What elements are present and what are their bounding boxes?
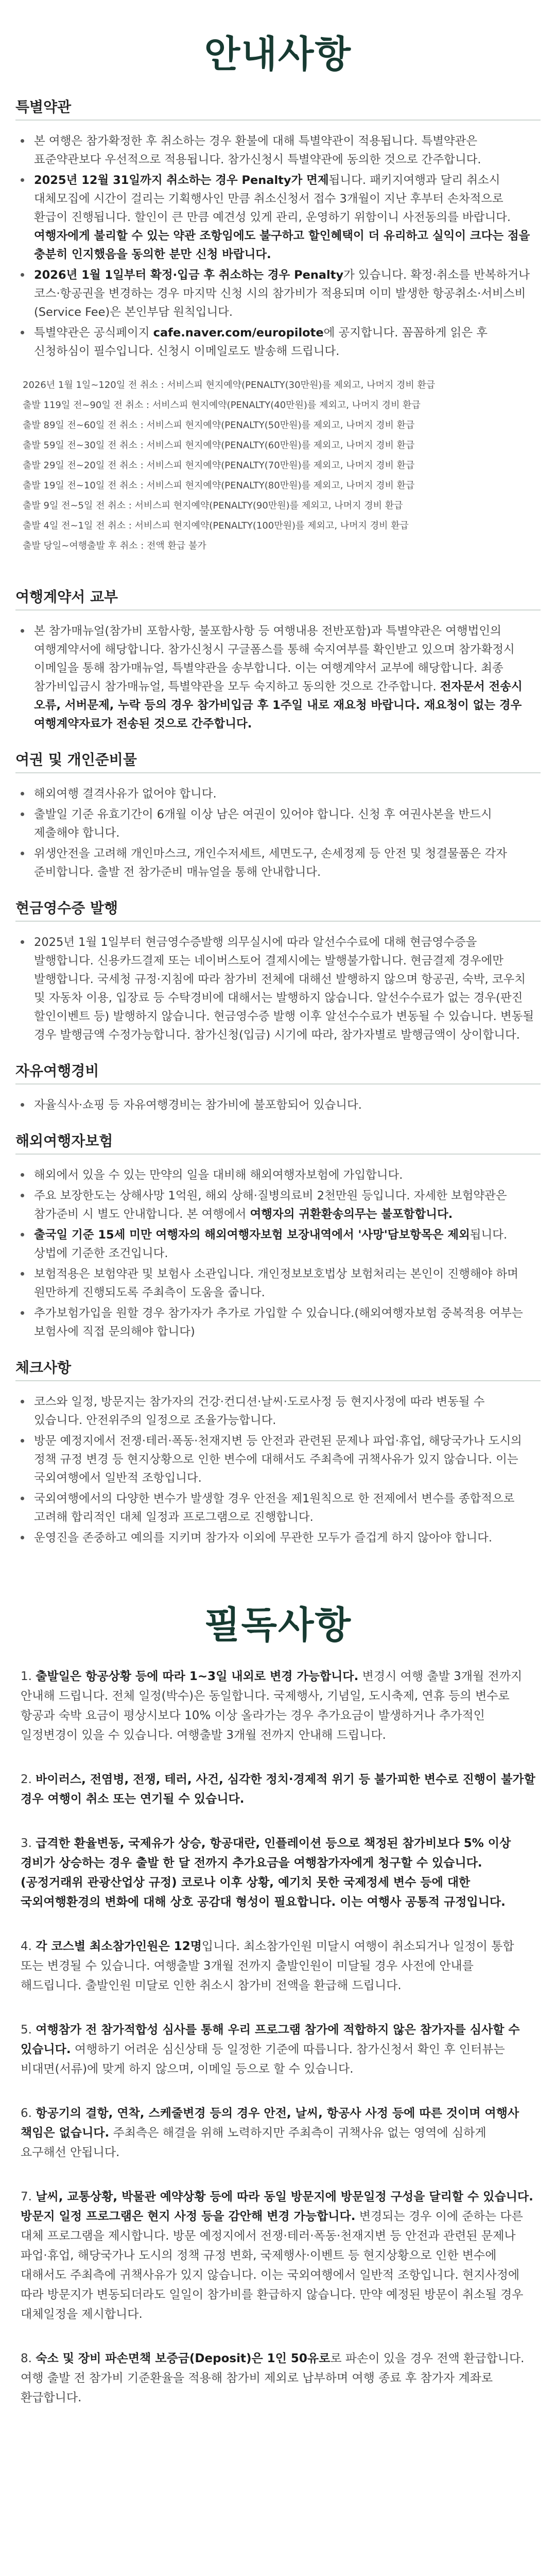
bullet-item — [34, 1432, 535, 1487]
bold-text: 여행자의 귀환환송의무는 불포함합니다. — [250, 1208, 453, 1221]
bold-text: 급격한 환율변동, 국제유가 상승, 항공대란, 인플레이션 등으로 책정된 참가비보다 5% 이상 경비가 상승하는 경우 출발 한 달 전까지 추가요금을 여행참가자에게 청구할 수 있습니다. (공정거래위 관광산업상 규정) 코로나 이후 상황, 예기치 못한 국제정세 변수 등에 대한 국외여행환경의 변화에 대해 상호 공감대 형성이 필요합니다. 이는 여행사 공통적 규정입니다. — [21, 1837, 511, 1909]
text: 보험적용은 보험약관 및 보험사 소관입니다. 개인정보보호법상 보험처리는 본인이 진행해야 하며 원만하게 진행되도록 주최측이 도움을 줍니다. — [34, 1267, 518, 1299]
notice-item — [21, 1937, 535, 1995]
text: 2. — [21, 1773, 36, 1786]
section-divider — [15, 120, 541, 121]
bold-text: 전자문서 전송시 오류, 서버문제, 누락 등의 경우 참가비입금 후 1주일 내로 재요청 바랍니다. 재요청이 없는 경우 여행계약자료가 전송된 것으로 간주합니다. — [34, 680, 523, 731]
section-passport — [0, 745, 556, 882]
bold-text: 숙소 및 장비 파손면책 보증금(Deposit)은 1인 50유로 — [36, 2352, 331, 2365]
section-divider — [15, 921, 541, 922]
text: 로 파손이 있을 경우 전액 환급합니다. 여행 출발 전 참가비 기준환율을 적용해 참가비 제외로 납부하며 여행 종료 후 참가자 계좌로 환급합니다. — [21, 2352, 525, 2404]
bullet-list — [0, 785, 556, 882]
section-receipt — [0, 894, 556, 1044]
bullet-list — [0, 622, 556, 733]
bold-text: 각 코스별 최소참가인원은 12명 — [36, 1940, 202, 1953]
bullet-item — [34, 1166, 535, 1184]
text: 주요 보장한도는 상해사망 1억원, 해외 상해·질병의료비 2천만원 등입니다. 자세한 보험약관은 참가준비 시 별도 안내합니다. 본 여행에서 — [34, 1189, 507, 1221]
text: 해외여행 결격사유가 없어야 합니다. — [34, 787, 217, 801]
section-divider — [15, 1154, 541, 1155]
section-heading: 해외여행자보험 — [15, 1132, 113, 1149]
bold-text: 2026년 1월 1일부터 확정·입금 후 취소하는 경우 Penalty — [34, 268, 344, 282]
refund-penalty-row: 출발 89일 전~60일 전 취소 : 서비스피 현지예약(PENALTY(50만원)를 제외고, 나머지 경비 환급 — [23, 420, 415, 431]
bullet-item — [34, 622, 535, 733]
notice-item — [21, 1834, 535, 1912]
text: 출발일 기준 유효기간이 6개월 이상 남은 여권이 있어야 합니다. 신청 후 여권사본을 반드시 제출해야 합니다. — [34, 808, 492, 840]
text: 운영진을 존중하고 예의를 지키며 참가자 이외에 무관한 모두가 즐겁게 하지 않아야 합니다. — [34, 1531, 493, 1545]
text: 주최측은 해결을 위해 노력하지만 주최측이 귀책사유 없는 영역에 심하게 요구해선 안됩니다. — [21, 2126, 486, 2159]
section-divider — [15, 1380, 541, 1381]
notice-item — [21, 1770, 535, 1809]
bullet-item — [34, 844, 535, 882]
text: 됩니다. 상법에 기준한 조건입니다. — [34, 1228, 508, 1260]
text: 변경되는 경우 이에 준하는 다른 대체 프로그램을 제시합니다. 방문 예정지에서 전쟁·테러·폭동·천재지변 등 안전과 관련된 문제나 파업·휴업, 해당국가나 도시의 정책 규정 변화, 국제행사·이벤트 등 현지상황으로 인한 변수에 대해서도 주최측에 귀책사유가 있지 않습니다. 이는 국외여행에서 일반적 조항입니다. 현지사정에 따라 방문지가 변동되더라도 일일이 참가비를 환급하지 않습니다. 만약 예정된 방문이 취소될 경우 대체일정을 제시합니다. — [21, 2210, 524, 2321]
bullet-list — [0, 1393, 556, 1547]
refund-penalty-row: 출발 59일 전~30일 전 취소 : 서비스피 현지예약(PENALTY(60만원)를 제외고, 나머지 경비 환급 — [23, 440, 415, 451]
notice-title: 필독사항 — [204, 1603, 352, 1647]
bold-text: 여행자에게 불리할 수 있는 약관 조항임에도 불구하고 할인혜택이 더 유리하고 실익이 크다는 점을 충분히 인지했음을 동의한 분만 신청 바랍니다. — [34, 229, 530, 261]
section-heading: 자유여행경비 — [15, 1062, 99, 1079]
bullet-item — [34, 805, 535, 842]
section-heading: 특별약관 — [15, 98, 72, 115]
section-heading: 여행계약서 교부 — [15, 588, 118, 605]
text: 위생안전을 고려해 개인마스크, 개인수저세트, 세면도구, 손세정제 등 안전 및 청결물품은 각자 준비합니다. 출발 전 참가준비 매뉴얼을 통해 안내합니다. — [34, 847, 507, 879]
bullet-item — [34, 933, 535, 1044]
bold-text: 여행참가 전 참가적합성 심사를 통해 우리 프로그램 참가에 적합하지 않은 참가자를 심사할 수 있습니다. — [21, 2023, 520, 2056]
bullet-item — [34, 266, 535, 321]
section-heading: 체크사항 — [15, 1359, 72, 1376]
text: 방문 예정지에서 전쟁·테러·폭동·천재지변 등 안전과 관련된 문제나 파업·휴업, 해당국가나 도시의 정책 규정 변경 등 현지상황으로 인한 변수에 대해서도 주최측에 귀책사유가 있지 않습니다. 이는 국외여행에서 일반적 조항입니다. — [34, 1434, 522, 1485]
guide-title: 안내사항 — [204, 32, 352, 76]
text: 5. — [21, 2023, 36, 2037]
section-special-terms — [0, 93, 556, 556]
text: 자율식사·쇼핑 등 자유여행경비는 참가비에 불포함되어 있습니다. — [34, 1098, 362, 1112]
bullet-item — [34, 1187, 535, 1224]
section-insurance — [0, 1127, 556, 1341]
section-heading: 여권 및 개인준비물 — [15, 751, 137, 768]
refund-penalty-row: 출발 29일 전~20일 전 취소 : 서비스피 현지예약(PENALTY(70만원)를 제외고, 나머지 경비 환급 — [23, 460, 415, 471]
text: 추가보험가입을 원할 경우 참가자가 추가로 가입할 수 있습니다.(해외여행자보험 중복적용 여부는 보험사에 직접 문의해야 합니다) — [34, 1307, 523, 1338]
bullet-item — [34, 1393, 535, 1430]
text: 여행하기 어려운 심신상태 등 일정한 기준에 따릅니다. 참가신청서 확인 후 인터뷰는 비대면(서류)에 맞게 하지 않으며, 이메일 등으로 할 수 있습니다. — [21, 2043, 505, 2076]
bullet-item — [34, 1489, 535, 1527]
text: 국외여행에서의 다양한 변수가 발생할 경우 안전을 제1원칙으로 한 전제에서 변수를 종합적으로 고려해 합리적인 대체 일정과 프로그램으로 진행합니다. — [34, 1492, 515, 1524]
refund-penalty-row: 출발 119일 전~90일 전 취소 : 서비스피 현지예약(PENALTY(40만원)를 제외고, 나머지 경비 환급 — [23, 400, 421, 411]
bold-text: 2025년 12월 31일까지 취소하는 경우 Penalty가 면제 — [34, 174, 329, 187]
text: 에 공지합니다. 꼼꼼하게 읽은 후 신청하심이 필수입니다. 신청시 이메일로도 발송해 드립니다. — [34, 326, 488, 358]
notice-list — [0, 1664, 556, 2408]
section-contract — [0, 583, 556, 733]
text: 3. — [21, 1837, 36, 1850]
section-divider — [15, 609, 541, 611]
notice-item — [21, 2020, 535, 2079]
text: 됩니다. 패키지여행과 달리 취소시 대체모집에 시간이 걸리는 기획행사인 만큼 취소신청서 접수 3개월이 지난 후부터 손차적으로 환급이 진행됩니다. 할인이 큰 만큼 예견성 있게 관리, 운영하기 위함이니 사전동의를 바랍니다. — [34, 174, 511, 224]
bullet-item — [34, 324, 535, 361]
text: 8. — [21, 2352, 36, 2365]
text: 2025년 1월 1일부터 현금영수증발행 의무실시에 따라 알선수수료에 대해 현금영수증을 발행합니다. 신용카드결제 또는 네이버스토어 결제시에는 발행불가합니다. 현금결제 경우에만 발행합니다. 국세청 규정·지침에 따라 참가비 전체에 대해선 발행하지 않으며 항공권, 숙박, 코우치 및 자동차 이용, 입장료 등 수탁경비에 대해서는 발행하지 않습니다. 알선수수료가 없는 경우(판진 할인이벤트 등) 발행하지 않습니다. 현금영수증 발행 이후 알선수수료가 변동될 수 있습니다. 변동될 경우 발행금액 수정가능합니다. 참가신청(입금) 시기에 따라, 참가자별로 발행금액이 상이합니다. — [34, 936, 534, 1042]
bullet-item — [34, 1226, 535, 1263]
bullet-item — [34, 171, 535, 264]
refund-penalty-row: 출발 당일~여행출발 후 취소 : 전액 환급 불가 — [23, 540, 206, 551]
bold-text: 항공기의 결항, 연착, 스케줄변경 등의 경우 안전, 날씨, 항공사 사정 등에 따른 것이며 여행사 책임은 없습니다. — [21, 2107, 519, 2140]
refund-penalty-table — [0, 363, 556, 556]
notice-item — [21, 2104, 535, 2162]
text: 변경시 여행 출발 3개월 전까지 안내해 드립니다. 전체 일정(박수)은 동일합니다. 국제행사, 기념일, 도시축제, 연휴 등의 변수로 항공과 숙박 요금이 평상시보다 10% 이상 올라가는 경우 추가요금이 발생하거나 추가적인 일정변경이 있을 수 있습니다. 여행출발 3개월 전까지 안내해 드립니다. — [21, 1670, 523, 1742]
refund-penalty-row: 출발 4일 전~1일 전 취소 : 서비스피 현지예약(PENALTY(100만원)를 제외고, 나머지 경비 환급 — [23, 520, 409, 531]
section-divider — [15, 1083, 541, 1084]
text: 1. — [21, 1670, 36, 1683]
section-divider — [15, 772, 541, 773]
text: 본 여행은 참가확정한 후 취소하는 경우 환불에 대해 특별약관이 적용됩니다. 특별약관은 표준약관보다 우선적으로 적용됩니다. 참가신청시 특별약관에 동의한 것으로 간주합니다. — [34, 134, 481, 166]
text: 7. — [21, 2190, 36, 2204]
bullet-item — [34, 132, 535, 169]
text: 특별약관은 공식페이지 — [34, 326, 153, 340]
text: 본 참가매뉴얼(참가비 포함사항, 불포함사항 등 여행내용 전반포함)과 특별약관은 여행법인의 여행계약서에 해당합니다. 참가신청시 구글폼스를 통해 숙지여부를 확인받고 있으며 참가확정시 이메일을 통해 참가매뉴얼, 특별약관을 송부합니다. 이는 여행계약서 교부에 해당합니다. 최종 참가비입금시 참가매뉴얼, 특별약관을 모두 숙지하고 동의한 것으로 간주합니다. — [34, 624, 515, 693]
section-checklist — [0, 1353, 556, 1547]
bullet-list — [0, 1166, 556, 1341]
refund-penalty-row: 2026년 1월 1일~120일 전 취소 : 서비스피 현지예약(PENALTY(30만원)를 제외고, 나머지 경비 환급 — [23, 380, 436, 391]
section-free-time — [0, 1057, 556, 1114]
text: 코스와 일정, 방문지는 참가자의 건강·컨디션·날씨·도로사정 등 현지사정에 따라 변동될 수 있습니다. 안전위주의 일정으로 조율가능합니다. — [34, 1395, 485, 1427]
bullet-item — [34, 1304, 535, 1341]
bullet-item — [34, 785, 535, 803]
refund-penalty-row: 출발 19일 전~10일 전 취소 : 서비스피 현지예약(PENALTY(80만원)를 제외고, 나머지 경비 환급 — [23, 480, 415, 491]
bold-text: 날씨, 교통상황, 박물관 예약상황 등에 따라 동일 방문지에 방문일정 구성을 달리할 수 있습니다. 방문지 일정 프로그램은 현지 사정 등을 감안해 변경 가능합니다. — [21, 2190, 533, 2223]
section-heading: 현금영수증 발행 — [15, 900, 118, 917]
bullet-item — [34, 1529, 535, 1547]
bullet-list — [0, 132, 556, 361]
bullet-item — [34, 1265, 535, 1302]
bullet-list — [0, 1096, 556, 1114]
notice-item — [21, 1667, 535, 1745]
refund-penalty-row: 출발 9일 전~5일 전 취소 : 서비스피 현지예약(PENALTY(90만원)를 제외고, 나머지 경비 환급 — [23, 500, 403, 511]
bold-text: 출발일은 항공상황 등에 따라 1~3일 내외로 변경 가능합니다. — [36, 1670, 359, 1683]
notice-item — [21, 2349, 535, 2408]
text: 6. — [21, 2107, 36, 2120]
text: 가 있습니다. 확정·취소를 반복하거나 코스·항공권을 변경하는 경우 마지막 신청 시의 참가비가 적용되며 이미 발생한 항공취소·서비스비(Service Fee)은 본인부담 원칙입니다. — [34, 268, 530, 319]
text: 4. — [21, 1940, 36, 1953]
bold-text: 바이러스, 전염병, 전쟁, 테러, 사건, 심각한 정치·경제적 위기 등 불가피한 변수로 진행이 불가할 경우 여행이 취소 또는 연기될 수 있습니다. — [21, 1773, 535, 1806]
bullet-list — [0, 933, 556, 1044]
text: 해외에서 있을 수 있는 만약의 일을 대비해 해외여행자보험에 가입합니다. — [34, 1168, 403, 1182]
bold-text: cafe.naver.com/europilote — [153, 326, 324, 340]
bullet-item — [34, 1096, 535, 1114]
notice-item — [21, 2187, 535, 2324]
text: 입니다. 최소참가인원 미달시 여행이 취소되거나 일정이 통합 또는 변경될 수 있습니다. 여행출발 3개월 전까지 출발인원이 미달될 경우 사전에 안내를 해드립니다. 출발인원 미달로 인한 취소시 참가비 전액을 환급해 드립니다. — [21, 1940, 514, 1992]
bold-text: 출국일 기준 15세 미만 여행자의 해외여행자보험 보장내역에서 '사망'담보항목은 제외 — [34, 1228, 470, 1242]
